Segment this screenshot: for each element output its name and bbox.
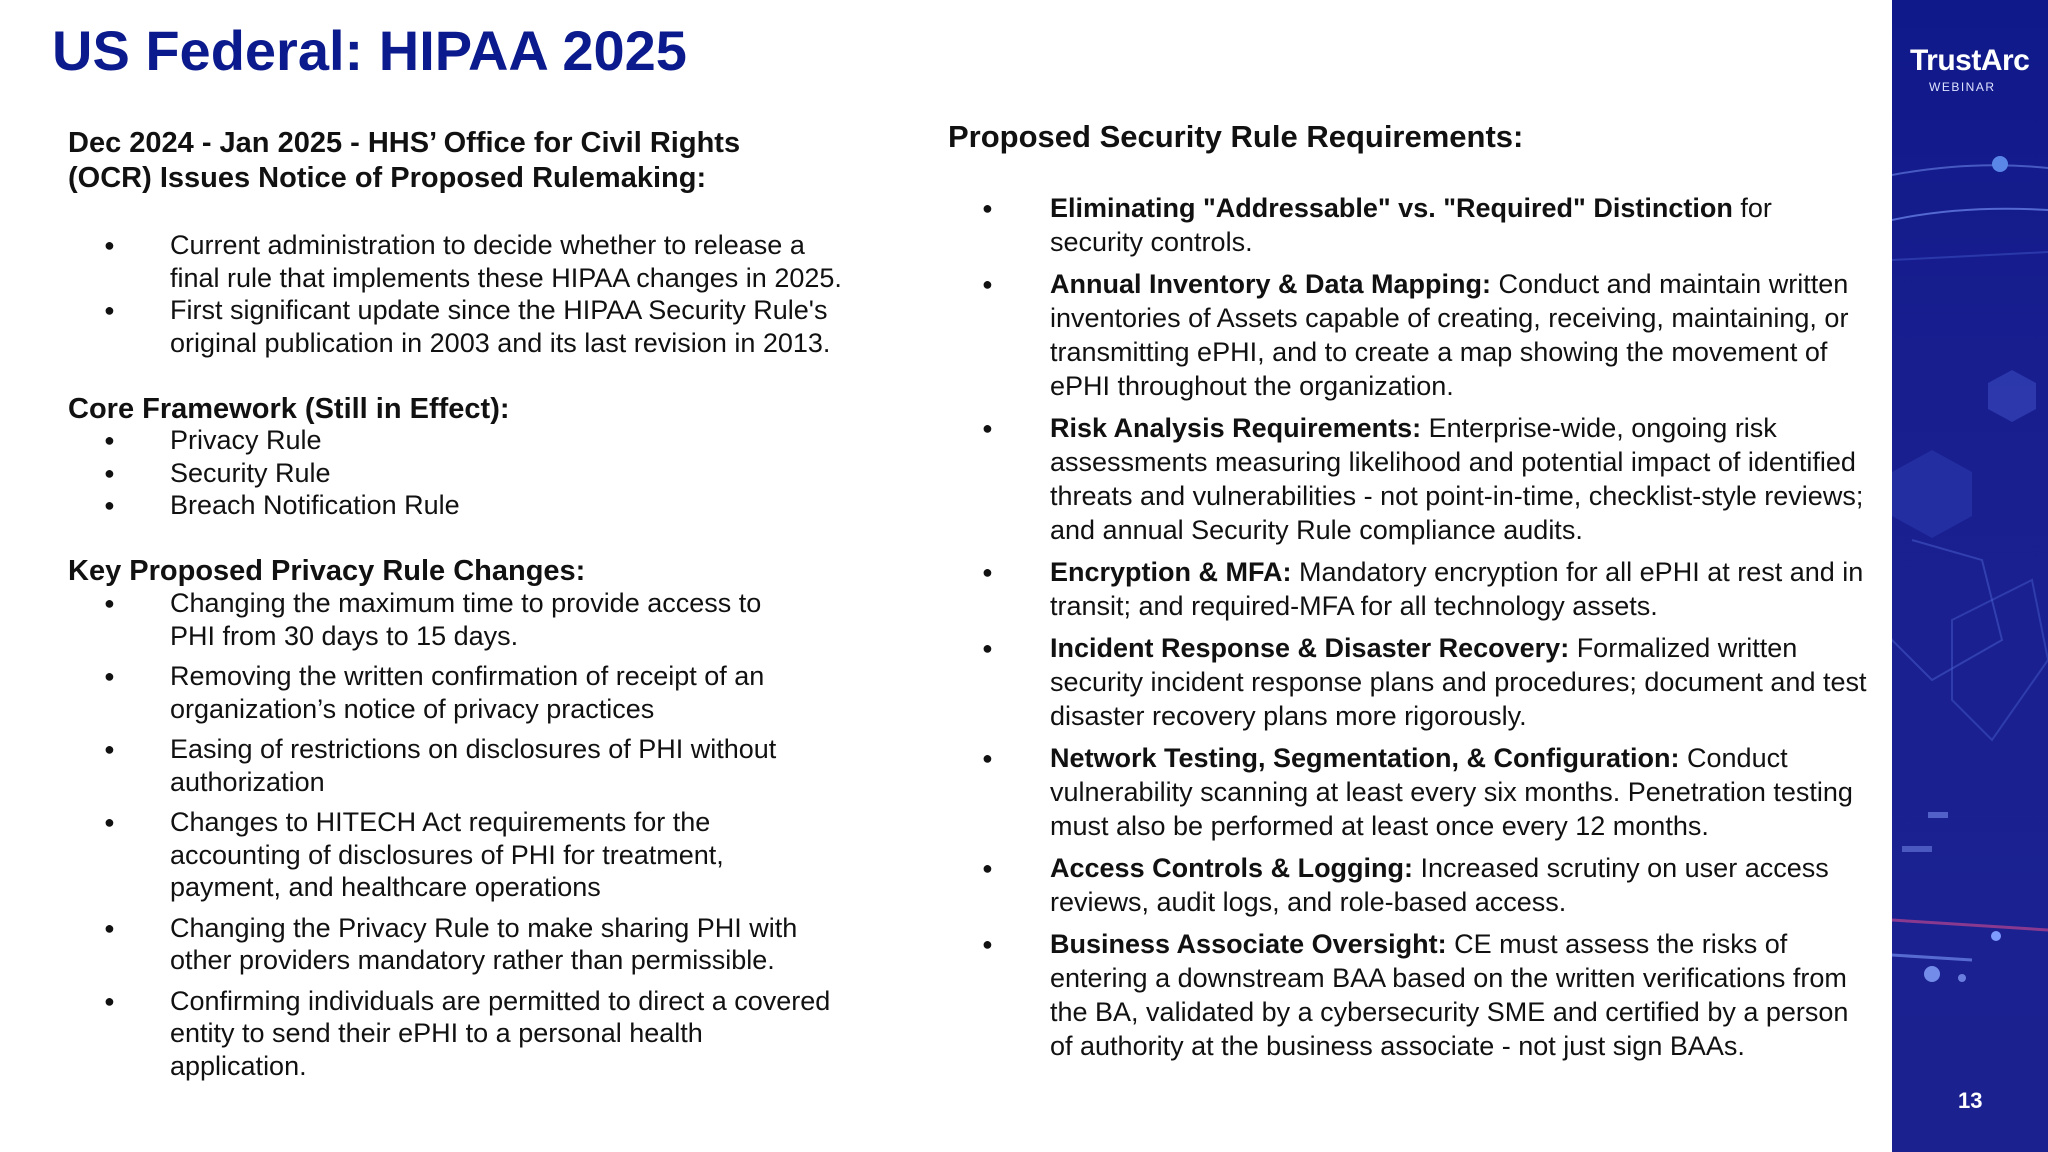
list-item: ● Removing the written confirmation of receipt of an organization’s notice of privacy practices	[68, 660, 830, 725]
list-item: ● Changes to HITECH Act requirements for the accounting of disclosures of PHI for treatment, payment, and healthcare operations	[68, 806, 830, 904]
list-item: ● Current administration to decide whether to release a final rule that implements these HIPAA changes in 2025.	[68, 229, 842, 294]
privacy-changes-heading: Key Proposed Privacy Rule Changes:	[68, 555, 586, 587]
list-item: ● Changing the maximum time to provide access to PHI from 30 days to 15 days.	[68, 587, 830, 652]
list-item: ● Network Testing, Segmentation, & Configuration: Conduct vulnerability scanning at least every six months. Penetration testing must also be performed at least once every 12 months.	[948, 741, 1868, 843]
list-item: ● First significant update since the HIPAA Security Rule's original publication in 2003 and its last revision in 2013.	[68, 294, 842, 359]
security-requirements-list	[948, 191, 1868, 1071]
list-item: ● Incident Response & Disaster Recovery: Formalized written security incident response plans and procedures; document and test disaster recovery plans more rigorously.	[948, 631, 1868, 733]
list-item: ● Privacy Rule	[68, 424, 460, 457]
list-item: ● Changing the Privacy Rule to make sharing PHI with other providers mandatory rather than permissible.	[68, 912, 830, 977]
list-item: ● Annual Inventory & Data Mapping: Conduct and maintain written inventories of Assets capable of creating, receiving, maintaining, or transmitting ePHI, and to create a map showing the movement of ePHI throughout the organization.	[948, 267, 1868, 403]
nprm-list	[68, 229, 842, 359]
list-item: ● Security Rule	[68, 457, 460, 490]
list-item: ● Easing of restrictions on disclosures of PHI without authorization	[68, 733, 830, 798]
list-item: ● Access Controls & Logging: Increased scrutiny on user access reviews, audit logs, and role-based access.	[948, 851, 1868, 919]
nprm-heading: Dec 2024 - Jan 2025 - HHS’ Office for Civil Rights (OCR) Issues Notice of Proposed Rulemaking:	[68, 127, 741, 194]
list-item: ● Business Associate Oversight: CE must assess the risks of entering a downstream BAA based on the written verifications from the BA, validated by a cybersecurity SME and certified by a person of authority at the business associate - not just sign BAAs.	[948, 927, 1868, 1063]
trustarc-logo: TrustArc	[1910, 44, 2030, 77]
list-item: ● Confirming individuals are permitted to direct a covered entity to send their ePHI to a personal health application.	[68, 985, 830, 1083]
network-graphic	[1892, 0, 2048, 1152]
core-framework-heading: Core Framework (Still in Effect):	[68, 393, 510, 425]
page-number: 13	[1958, 1088, 1983, 1113]
core-framework-list	[68, 424, 460, 522]
list-item: ● Risk Analysis Requirements: Enterprise-wide, ongoing risk assessments measuring likelihood and potential impact of identified threats and vulnerabilities - not point-in-time, checklist-style reviews; and annual Security Rule compliance audits.	[948, 411, 1868, 547]
slide-title: US Federal: HIPAA 2025	[52, 19, 687, 82]
webinar-tag: WEBINAR	[1929, 80, 1996, 94]
list-item: ● Breach Notification Rule	[68, 489, 460, 522]
list-item: ● Encryption & MFA: Mandatory encryption for all ePHI at rest and in transit; and required-MFA for all technology assets.	[948, 555, 1868, 623]
list-item: ● Eliminating "Addressable" vs. "Required" Distinction for security controls.	[948, 191, 1868, 259]
brand-sidebar	[1892, 0, 2048, 1152]
security-requirements-heading: Proposed Security Rule Requirements:	[948, 119, 1524, 154]
privacy-changes-list	[68, 587, 830, 1082]
